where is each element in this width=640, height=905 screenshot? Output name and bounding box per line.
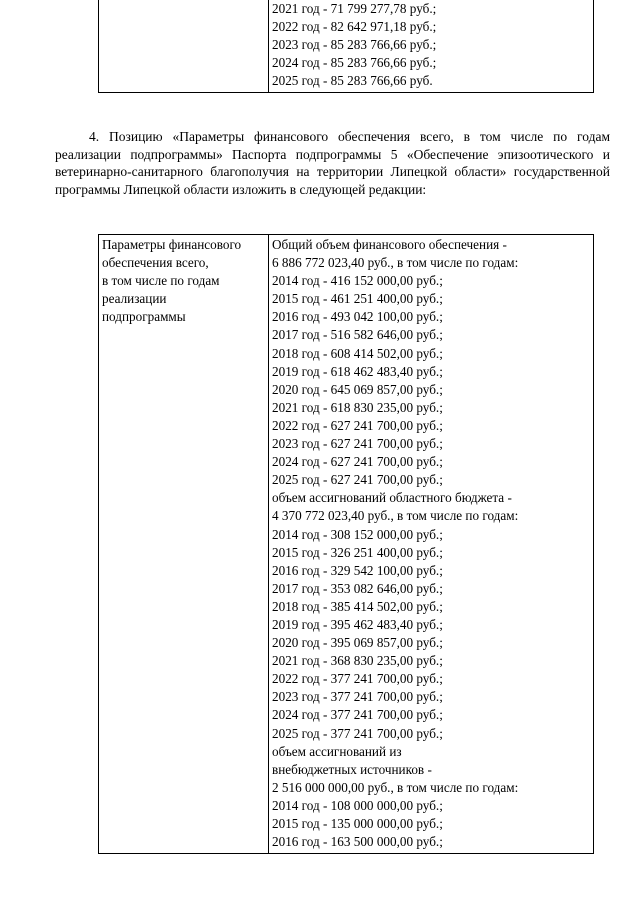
text-line: 2014 год - 308 152 000,00 руб.; bbox=[272, 526, 443, 542]
text-line: 2025 год - 377 241 700,00 руб.; bbox=[272, 725, 443, 741]
text-line: 2022 год - 82 642 971,18 руб.; bbox=[272, 19, 437, 35]
text-line: 2014 год - 416 152 000,00 руб.; bbox=[272, 273, 443, 289]
text-line: 2021 год - 71 799 277,78 руб.; bbox=[272, 1, 437, 16]
amendment-paragraph bbox=[55, 128, 610, 198]
text-line: 2025 год - 85 283 766,66 руб. bbox=[272, 73, 433, 89]
text-line: 2023 год - 377 241 700,00 руб.; bbox=[272, 689, 443, 705]
text-line: реализации bbox=[102, 291, 167, 307]
table-cell-parameter-values bbox=[269, 235, 594, 854]
text-line: 2019 год - 618 462 483,40 руб.; bbox=[272, 363, 443, 379]
table-cell-parameter-name bbox=[99, 235, 269, 854]
text-line: объем ассигнований областного бюджета - bbox=[272, 490, 512, 506]
table-cell-years bbox=[269, 0, 594, 93]
text-line: 2023 год - 627 241 700,00 руб.; bbox=[272, 436, 443, 452]
text-line: 2021 год - 618 830 235,00 руб.; bbox=[272, 399, 443, 415]
table-row bbox=[99, 0, 594, 93]
text-line: 2014 год - 108 000 000,00 руб.; bbox=[272, 797, 443, 813]
text-line: 2021 год - 368 830 235,00 руб.; bbox=[272, 653, 443, 669]
text-line: 2016 год - 329 542 100,00 руб.; bbox=[272, 562, 443, 578]
text-line: 2015 год - 461 251 400,00 руб.; bbox=[272, 291, 443, 307]
text-line: 2 516 000 000,00 руб., в том числе по годам: bbox=[272, 779, 519, 795]
text-line: Параметры финансового bbox=[102, 237, 242, 252]
text-line: 2017 год - 516 582 646,00 руб.; bbox=[272, 327, 443, 343]
table-cell-empty bbox=[99, 0, 269, 93]
table-row bbox=[99, 235, 594, 854]
text-line: 2015 год - 326 251 400,00 руб.; bbox=[272, 544, 443, 560]
text-line: 2017 год - 353 082 646,00 руб.; bbox=[272, 580, 443, 596]
text-line: 2022 год - 377 241 700,00 руб.; bbox=[272, 671, 443, 687]
text-line: 4 370 772 023,40 руб., в том числе по годам: bbox=[272, 508, 519, 524]
text-line: Общий объем финансового обеспечения - bbox=[272, 237, 507, 252]
text-line: 6 886 772 023,40 руб., в том числе по годам: bbox=[272, 255, 519, 271]
paragraph-text: 4. Позицию «Параметры финансового обеспечения всего, в том числе по годам реализации подпрограммы» Паспорта подпрограммы 5 «Обеспечение эпизоотического и ветеринарно-санитарного благополучия на территории Липецкой области» государственной программы Липецкой области изложить в следующей редакции: bbox=[55, 129, 610, 197]
text-line: 2016 год - 163 500 000,00 руб.; bbox=[272, 834, 443, 850]
text-line: 2024 год - 85 283 766,66 руб.; bbox=[272, 55, 437, 71]
financing-parameters-table bbox=[98, 234, 594, 854]
text-line: 2023 год - 85 283 766,66 руб.; bbox=[272, 37, 437, 53]
text-line: обеспечения всего, bbox=[102, 255, 209, 271]
text-line: 2024 год - 627 241 700,00 руб.; bbox=[272, 454, 443, 470]
text-line: объем ассигнований из bbox=[272, 743, 402, 759]
text-line: внебюджетных источников - bbox=[272, 761, 432, 777]
text-line: 2018 год - 385 414 502,00 руб.; bbox=[272, 598, 443, 614]
text-line: подпрограммы bbox=[102, 309, 186, 325]
text-line: 2022 год - 627 241 700,00 руб.; bbox=[272, 417, 443, 433]
text-line: 2015 год - 135 000 000,00 руб.; bbox=[272, 816, 443, 831]
text-line: 2019 год - 395 462 483,40 руб.; bbox=[272, 616, 443, 632]
text-line: 2018 год - 608 414 502,00 руб.; bbox=[272, 345, 443, 361]
text-line: 2020 год - 395 069 857,00 руб.; bbox=[272, 635, 443, 651]
text-line: 2020 год - 645 069 857,00 руб.; bbox=[272, 381, 443, 397]
continued-financing-table bbox=[98, 0, 594, 93]
text-line: 2024 год - 377 241 700,00 руб.; bbox=[272, 707, 443, 723]
text-line: 2025 год - 627 241 700,00 руб.; bbox=[272, 472, 443, 488]
text-line: 2016 год - 493 042 100,00 руб.; bbox=[272, 309, 443, 325]
text-line: в том числе по годам bbox=[102, 273, 220, 289]
